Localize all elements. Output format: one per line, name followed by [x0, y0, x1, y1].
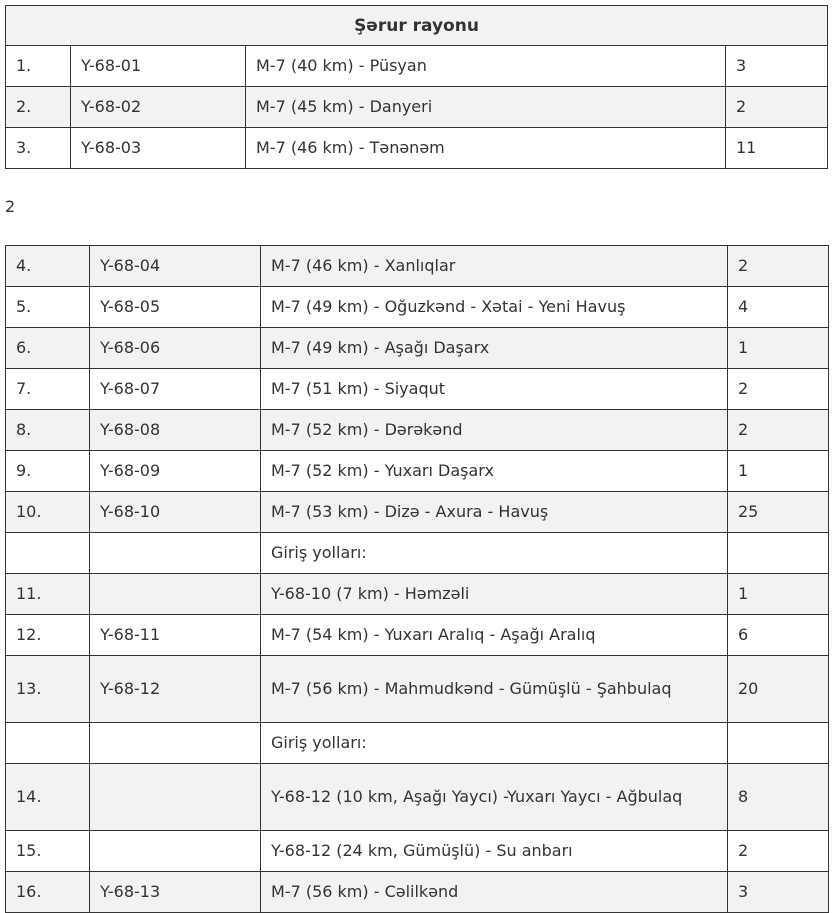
table-row — [6, 615, 829, 656]
road-value: 2 — [728, 831, 829, 872]
table-row — [6, 533, 829, 574]
road-value: 2 — [728, 246, 829, 287]
road-name: M-7 (52 km) - Dərəkənd — [261, 410, 728, 451]
row-number: 11. — [6, 574, 90, 615]
road-code — [90, 831, 261, 872]
table-row — [6, 128, 828, 169]
table-row — [6, 287, 829, 328]
road-value: 8 — [728, 764, 829, 831]
table-row — [6, 831, 829, 872]
road-name: M-7 (52 km) - Yuxarı Daşarx — [261, 451, 728, 492]
table-row — [6, 451, 829, 492]
road-code: Y-68-07 — [90, 369, 261, 410]
row-number: 12. — [6, 615, 90, 656]
separator-text: 2 — [5, 197, 16, 216]
road-code: Y-68-03 — [71, 128, 246, 169]
road-name: M-7 (49 km) - Aşağı Daşarx — [261, 328, 728, 369]
row-number: 5. — [6, 287, 90, 328]
row-number: 9. — [6, 451, 90, 492]
road-value: 4 — [728, 287, 829, 328]
subheading-label: Giriş yolları: — [261, 533, 728, 574]
road-name: M-7 (46 km) - Tənənəm — [246, 128, 726, 169]
road-code: Y-68-05 — [90, 287, 261, 328]
road-name: Y-68-10 (7 km) - Həmzəli — [261, 574, 728, 615]
road-code: Y-68-10 — [90, 492, 261, 533]
road-name: M-7 (56 km) - Cəlilkənd — [261, 872, 728, 913]
road-value: 25 — [728, 492, 829, 533]
table-row — [6, 410, 829, 451]
road-code: Y-68-08 — [90, 410, 261, 451]
table-row — [6, 369, 829, 410]
road-name: M-7 (51 km) - Siyaqut — [261, 369, 728, 410]
road-code: Y-68-06 — [90, 328, 261, 369]
road-name: Y-68-12 (10 km, Aşağı Yaycı) -Yuxarı Yaycı - Ağbulaq — [261, 764, 728, 831]
road-name: M-7 (53 km) - Dizə - Axura - Havuş — [261, 492, 728, 533]
road-name: M-7 (45 km) - Danyeri — [246, 87, 726, 128]
road-name: M-7 (40 km) - Püsyan — [246, 46, 726, 87]
road-code: Y-68-11 — [90, 615, 261, 656]
road-value: 2 — [728, 369, 829, 410]
road-value: 3 — [728, 872, 829, 913]
row-number: 14. — [6, 764, 90, 831]
row-number: 4. — [6, 246, 90, 287]
roads-table-bottom — [5, 245, 829, 913]
table-row — [6, 574, 829, 615]
road-value: 1 — [728, 574, 829, 615]
row-number: 2. — [6, 87, 71, 128]
road-code: Y-68-01 — [71, 46, 246, 87]
row-number: 15. — [6, 831, 90, 872]
road-code: Y-68-04 — [90, 246, 261, 287]
row-number: 7. — [6, 369, 90, 410]
road-value: 11 — [726, 128, 828, 169]
table-row — [6, 87, 828, 128]
row-number: 16. — [6, 872, 90, 913]
table-row — [6, 46, 828, 87]
road-code — [90, 574, 261, 615]
table-row — [6, 656, 829, 723]
table-row — [6, 764, 829, 831]
road-code: Y-68-09 — [90, 451, 261, 492]
table-row — [6, 723, 829, 764]
road-value: 3 — [726, 46, 828, 87]
table-row — [6, 872, 829, 913]
table-row — [6, 328, 829, 369]
road-value: 1 — [728, 451, 829, 492]
row-number: 13. — [6, 656, 90, 723]
road-name: M-7 (46 km) - Xanlıqlar — [261, 246, 728, 287]
road-code — [90, 764, 261, 831]
road-name: M-7 (56 km) - Mahmudkənd - Gümüşlü - Şahbulaq — [261, 656, 728, 723]
road-name: Y-68-12 (24 km, Gümüşlü) - Su anbarı — [261, 831, 728, 872]
subheading-label: Giriş yolları: — [261, 723, 728, 764]
road-name: M-7 (49 km) - Oğuzkənd - Xətai - Yeni Havuş — [261, 287, 728, 328]
road-name: M-7 (54 km) - Yuxarı Aralıq - Aşağı Aralıq — [261, 615, 728, 656]
row-number: 3. — [6, 128, 71, 169]
row-number: 8. — [6, 410, 90, 451]
row-number: 10. — [6, 492, 90, 533]
road-value — [728, 723, 829, 764]
row-number: 1. — [6, 46, 71, 87]
table-row — [6, 492, 829, 533]
road-code: Y-68-13 — [90, 872, 261, 913]
road-value: 20 — [728, 656, 829, 723]
road-code — [90, 723, 261, 764]
road-value: 2 — [726, 87, 828, 128]
road-value: 1 — [728, 328, 829, 369]
row-number: 6. — [6, 328, 90, 369]
road-code — [90, 533, 261, 574]
road-value — [728, 533, 829, 574]
road-value: 6 — [728, 615, 829, 656]
road-code: Y-68-02 — [71, 87, 246, 128]
table-row — [6, 246, 829, 287]
road-value: 2 — [728, 410, 829, 451]
roads-table-top — [5, 5, 828, 169]
row-number — [6, 723, 90, 764]
district-title: Şərur rayonu — [6, 6, 828, 46]
road-code: Y-68-12 — [90, 656, 261, 723]
row-number — [6, 533, 90, 574]
